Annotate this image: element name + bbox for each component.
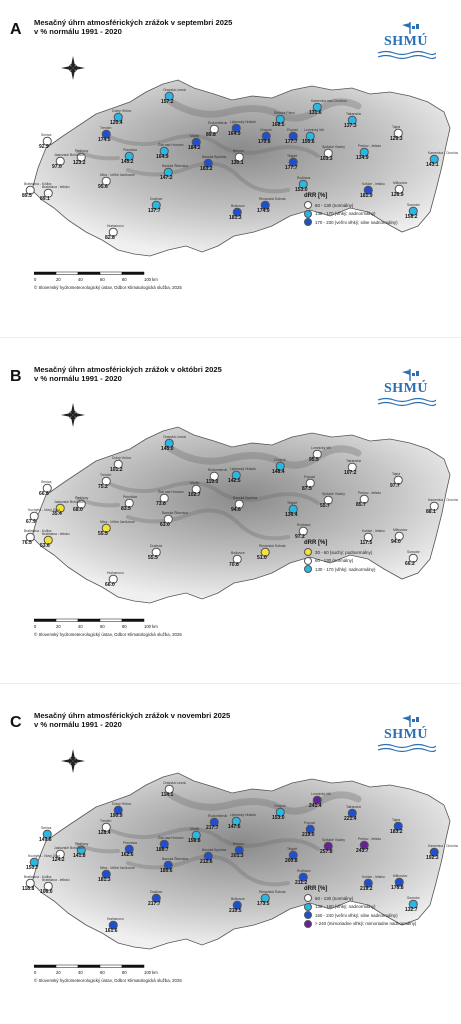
- station-value: 142.5: [228, 478, 241, 484]
- station-value: 70.8: [229, 562, 239, 568]
- station-name: Tatranská: [346, 805, 361, 809]
- scale-label: 20: [56, 970, 61, 975]
- station-name: Milhostov: [393, 181, 408, 185]
- station-value: 145.2: [121, 159, 134, 165]
- station-name: Senica: [41, 826, 52, 830]
- station-value: 134.9: [356, 155, 369, 161]
- station-value: 219.0: [302, 832, 315, 838]
- station-value: 107.2: [344, 470, 357, 476]
- legend-title: dRR [%]: [304, 540, 328, 546]
- scale-label: 60: [100, 624, 105, 629]
- station-value: 87.5: [302, 486, 312, 492]
- station-value: 75.2: [98, 484, 108, 490]
- station-value: 117.5: [360, 540, 373, 546]
- scale-label: 0: [34, 277, 37, 282]
- title-line-1: Mesačný úhrn atmosférických zrážok v novembri 2025: [34, 711, 231, 720]
- station-value: 149.6: [39, 837, 52, 843]
- station-name: Dolný Hričov: [112, 802, 132, 806]
- station-name: Telgárt: [287, 154, 298, 158]
- station-value: 137.3: [344, 123, 357, 129]
- station-name: Liptovský Hrádok: [230, 467, 257, 471]
- station-name: Telgárt: [287, 847, 298, 851]
- station-value: 88.1: [426, 509, 436, 515]
- legend-item: [304, 201, 461, 210]
- station-value: 257.8: [320, 849, 333, 855]
- panel-title: [34, 18, 334, 36]
- station-value: 76.5: [22, 540, 32, 546]
- station-name: Brezno: [233, 842, 244, 846]
- station-name: Nitra - Veľké Janíkovce: [100, 866, 135, 870]
- station-name: Bratislava - Koliba: [24, 529, 52, 533]
- station-value: 185.6: [160, 868, 173, 874]
- station-name: Banská Štiavnica: [162, 857, 189, 861]
- station-name: Poprad: [287, 128, 298, 132]
- station-name: Hurbanovo: [107, 224, 124, 228]
- legend-item: [304, 903, 461, 912]
- station-name: Kamenica - Cirocha: [428, 498, 458, 502]
- station-name: Banská Bystrica: [202, 848, 227, 852]
- station-name: Trenčín: [100, 473, 112, 477]
- station-name: Nitra - Veľké Janíkovce: [100, 520, 135, 524]
- scale-label: 20: [56, 624, 61, 629]
- station-name: Piešťany: [75, 842, 89, 846]
- station-value: 66.0: [105, 582, 115, 588]
- scale-bar: [34, 270, 164, 284]
- station-name: Bratislava - Koliba: [24, 875, 52, 879]
- scale-bar: [34, 617, 164, 631]
- station-name: Prievidza: [123, 148, 137, 152]
- scale-label: 40: [78, 970, 83, 975]
- scale-label: 0: [34, 970, 37, 975]
- station-name: Dudince: [150, 544, 163, 548]
- legend-label: > 240 (mimoriadne vlhký; mimoriadne nadnormálny): [315, 921, 417, 927]
- station-value: 192.3: [426, 855, 439, 861]
- legend-item: [304, 920, 461, 929]
- station-name: Rimavská Sobota: [259, 197, 286, 201]
- station-value: 181.3: [98, 877, 111, 883]
- station-name: Tatranská: [346, 112, 361, 116]
- scale-label: 100 km: [144, 624, 158, 629]
- station-name: Poprad: [304, 475, 315, 479]
- legend-label: 160 - 240 (veľmi vlhký; silne nadnormálny): [315, 912, 398, 918]
- station-name: Jaslovské Bohunice: [54, 153, 84, 157]
- station-name: Trenčín: [100, 126, 112, 130]
- station-name: Lomnický štít: [304, 128, 324, 132]
- station-value: 73.8: [156, 501, 166, 507]
- station-value: 145.0: [161, 446, 174, 452]
- station-value: 89.5: [22, 193, 32, 199]
- scale-label: 80: [122, 277, 127, 282]
- station-value: 164.9: [228, 131, 241, 137]
- station-name: Martin: [190, 481, 200, 485]
- station-name: Prievidza: [123, 841, 137, 845]
- legend-label: 130 - 170 (vlhký; nadnormálny): [315, 566, 376, 572]
- station-name: Žiar nad Hronom: [158, 143, 184, 147]
- station-value: 170.8: [258, 139, 271, 145]
- station-value: 158.2: [405, 214, 418, 220]
- station-value: 181.3: [229, 215, 242, 221]
- station-name: Štrbské Pleso: [274, 111, 295, 115]
- station-name: Kamenica - Cirocha: [428, 151, 458, 155]
- legend: [304, 193, 461, 227]
- logo-text: SHMÚ: [384, 34, 428, 49]
- station-value: 181.9: [360, 193, 373, 199]
- station-value: 67.9: [26, 519, 36, 525]
- station-value: 183.2: [390, 829, 403, 835]
- panel-title: [34, 365, 334, 383]
- station-name: Chopok: [274, 804, 286, 808]
- map-panel-b: [8, 347, 458, 652]
- station-value: 184.2: [188, 145, 201, 151]
- legend-title: dRR [%]: [304, 193, 328, 199]
- station-value: 143.1: [426, 162, 439, 168]
- station-value: 168.5: [272, 122, 285, 128]
- station-value: 153.0: [272, 815, 285, 821]
- station-value: 211.2: [295, 880, 308, 886]
- legend-label: 130 - 160 (vlhký; nadnormálny): [315, 904, 376, 910]
- station-value: 157.2: [161, 99, 174, 105]
- station-value: 82.8: [105, 235, 115, 241]
- legend-item: [304, 210, 461, 219]
- station-value: 173.5: [257, 901, 270, 907]
- station-name: Chopok: [260, 128, 272, 132]
- station-name: Prievidza: [123, 495, 137, 499]
- station-value: 126.9: [391, 192, 404, 198]
- station-value: 63.0: [160, 522, 170, 528]
- station-value: 103.3: [320, 156, 333, 162]
- legend-swatch: [304, 218, 312, 226]
- legend-label: 60 - 130 (normálny): [315, 895, 354, 901]
- station-name: Martin: [190, 134, 200, 138]
- legend-item: [304, 894, 461, 903]
- station-value: 94.6: [231, 507, 241, 513]
- station-value: 147.2: [160, 175, 173, 181]
- credit-text: © Slovenský hydrometeorologický ústav, Odbor Klimatologická služba, 2025: [34, 632, 182, 637]
- station-name: Chopok: [274, 458, 286, 462]
- map-panel-a: [8, 0, 458, 305]
- station-name: Bolkovce: [231, 897, 245, 901]
- station-value: 162.6: [121, 852, 134, 858]
- station-value: 89.8: [206, 132, 216, 138]
- station-name: Oravská Lesná: [163, 781, 186, 785]
- station-name: Dolný Hričov: [112, 109, 132, 113]
- legend-label: 60 - 130 (normálny): [315, 558, 354, 564]
- legend-label: 170 - 230 (veľmi vlhký; silne nadnormálny): [315, 219, 398, 225]
- station-value: 123.2: [73, 160, 86, 166]
- station-name: Žiar nad Hronom: [158, 836, 184, 840]
- station-value: 156.8: [188, 838, 201, 844]
- station-name: Rimavská Sobota: [259, 544, 286, 548]
- station-value: 176.8: [391, 885, 404, 891]
- station-value: 53.6: [40, 543, 50, 549]
- station-name: Senica: [41, 480, 52, 484]
- station-name: Banská Bystrica: [233, 496, 258, 500]
- station-value: 119.0: [206, 479, 219, 485]
- station-name: Košice - letisko: [362, 875, 385, 879]
- legend-swatch: [304, 903, 312, 911]
- station-value: 221.4: [344, 816, 357, 822]
- station-value: 217.7: [148, 901, 161, 907]
- legend-swatch: [304, 565, 312, 573]
- station-name: Jaslovské Bohunice: [54, 500, 84, 504]
- station-value: 210.5: [229, 908, 242, 914]
- station-value: 66.2: [405, 561, 415, 567]
- legend-label: 30 - 60 (suchý; podnormálny): [315, 549, 373, 555]
- station-value: 120.4: [110, 120, 123, 126]
- station-name: Bolkovce: [231, 551, 245, 555]
- station-name: Oravská Lesná: [163, 88, 186, 92]
- station-name: Bratislava - Koliba: [24, 182, 52, 186]
- panel-separator: [0, 683, 461, 684]
- station-name: Liptovský Hrádok: [230, 120, 257, 124]
- station-value: 153.0: [295, 187, 308, 193]
- station-value: 89.1: [40, 196, 50, 202]
- station-value: 129.3: [390, 136, 403, 142]
- station-value: 55.7: [320, 503, 330, 509]
- legend-swatch: [304, 557, 312, 565]
- station-name: Dolný Hričov: [112, 456, 132, 460]
- station-name: Dudince: [150, 197, 163, 201]
- station-value: 97.0: [52, 164, 62, 170]
- legend-swatch: [304, 920, 312, 928]
- station-value: 219.2: [360, 886, 373, 892]
- station-value: 130.1: [231, 160, 244, 166]
- station-value: 137.7: [148, 208, 161, 214]
- scale-label: 40: [78, 624, 83, 629]
- station-name: Rimavská Sobota: [259, 890, 286, 894]
- legend-item: [304, 548, 461, 557]
- station-value: 66.6: [39, 491, 49, 497]
- station-value: 212.6: [200, 859, 213, 865]
- station-name: Kuchyňa - Nový Dvor: [28, 854, 61, 858]
- station-name: Ružomberok: [208, 468, 228, 472]
- legend-title: dRR [%]: [304, 886, 328, 892]
- station-name: Kamenica nad Cirochou: [311, 99, 348, 103]
- legend-label: 130 - 170 (vlhký; nadnormálny): [315, 211, 376, 217]
- station-value: 55.5: [98, 531, 108, 537]
- station-value: 188.7: [156, 847, 169, 853]
- station-value: 174.9: [257, 208, 270, 214]
- station-value: 147.6: [228, 824, 241, 830]
- legend-swatch: [304, 548, 312, 556]
- logo-text: SHMÚ: [384, 727, 428, 742]
- legend-swatch: [304, 911, 312, 919]
- scale-label: 60: [100, 970, 105, 975]
- title-line-1: Mesačný úhrn atmosférických zrážok v októbri 2025: [34, 365, 222, 374]
- station-name: Kamenica - Cirocha: [428, 844, 458, 848]
- station-value: 55.5: [148, 555, 158, 561]
- station-value: 243.7: [356, 848, 369, 854]
- station-name: Bratislava - letisko: [42, 878, 70, 882]
- scale-label: 0: [34, 624, 37, 629]
- station-name: Kuchyňa - Nový Dvor: [28, 508, 61, 512]
- station-value: 95.6: [98, 184, 108, 190]
- station-name: Hurbanovo: [107, 917, 124, 921]
- panel-letter: B: [10, 368, 22, 385]
- title-line-2: v % normálu 1991 - 2020: [34, 374, 122, 383]
- station-value: 217.7: [206, 825, 219, 831]
- station-value: 150.6: [302, 139, 315, 145]
- station-name: Ružomberok: [208, 814, 228, 818]
- station-name: Bratislava - letisko: [42, 532, 70, 536]
- panel-letter: C: [10, 714, 22, 731]
- station-value: 97.7: [390, 483, 400, 489]
- station-name: Tatranská: [346, 459, 361, 463]
- station-name: Piešťany: [75, 149, 89, 153]
- station-value: 124.2: [52, 857, 65, 863]
- legend-item: [304, 218, 461, 227]
- scale-label: 100 km: [144, 970, 158, 975]
- station-name: Bolkovce: [231, 204, 245, 208]
- logo-text: SHMÚ: [384, 381, 428, 396]
- station-value: 200.8: [285, 858, 298, 864]
- station-name: Spišské Vlachy: [322, 838, 345, 842]
- station-name: Košice - letisko: [362, 182, 385, 186]
- station-value: 174.5: [98, 137, 111, 143]
- station-name: Nitra - Veľké Janíkovce: [100, 173, 135, 177]
- station-name: Lomnický štít: [311, 446, 331, 450]
- station-name: Dudince: [150, 890, 163, 894]
- station-value: 95.5: [309, 457, 319, 463]
- station-name: Somotor: [407, 896, 420, 900]
- station-name: Košice - letisko: [362, 529, 385, 533]
- station-value: 83.5: [121, 506, 131, 512]
- station-value: 132.7: [405, 907, 418, 913]
- credit-text: © Slovenský hydrometeorologický ústav, Odbor Klimatologická služba, 2025: [34, 978, 182, 983]
- station-name: Tajná: [392, 472, 401, 476]
- scale-label: 40: [78, 277, 83, 282]
- panel-letter: A: [10, 21, 22, 38]
- scale-label: 100 km: [144, 277, 158, 282]
- station-name: Somotor: [407, 203, 420, 207]
- station-name: Tajná: [392, 125, 401, 129]
- station-value: 241.4: [309, 803, 322, 809]
- station-value: 161.6: [105, 928, 118, 934]
- legend: [304, 540, 461, 574]
- station-value: 177.7: [285, 139, 298, 145]
- station-value: 68.0: [73, 507, 83, 513]
- station-value: 177.7: [285, 165, 298, 171]
- station-value: 94.0: [391, 539, 401, 545]
- station-name: Senica: [41, 133, 52, 137]
- station-value: 118.8: [22, 886, 35, 892]
- station-name: Milhostov: [393, 874, 408, 878]
- station-name: Spišské Vlachy: [322, 492, 345, 496]
- station-value: 102.7: [188, 492, 201, 498]
- station-name: Banská Bystrica: [202, 155, 227, 159]
- station-name: Liptovský Hrádok: [230, 813, 257, 817]
- scale-label: 20: [56, 277, 61, 282]
- station-name: Somotor: [407, 550, 420, 554]
- title-line-2: v % normálu 1991 - 2020: [34, 720, 122, 729]
- station-value: 136.4: [285, 512, 298, 518]
- legend-swatch: [304, 894, 312, 902]
- station-name: Hurbanovo: [107, 571, 124, 575]
- station-value: 131.6: [309, 110, 322, 116]
- station-value: 150.7: [26, 865, 39, 871]
- map-panel-c: [8, 693, 458, 998]
- station-name: Martin: [190, 827, 200, 831]
- station-name: Jaslovské Bohunice: [54, 846, 84, 850]
- legend-item: [304, 565, 461, 574]
- station-name: Telgárt: [287, 501, 298, 505]
- station-value: 148.4: [272, 469, 285, 475]
- station-value: 128.4: [98, 830, 111, 836]
- station-name: Spišské Vlachy: [322, 145, 345, 149]
- station-name: Prešov - letisko: [358, 837, 382, 841]
- station-name: Banská Štiavnica: [162, 164, 189, 168]
- scale-label: 80: [122, 970, 127, 975]
- panel-title: [34, 711, 334, 729]
- station-name: Milhostov: [393, 528, 408, 532]
- station-name: Prešov - letisko: [358, 144, 382, 148]
- station-name: Banská Štiavnica: [162, 511, 189, 515]
- station-name: Brezno: [233, 149, 244, 153]
- station-value: 164.9: [156, 154, 169, 160]
- station-value: 201.3: [231, 853, 244, 859]
- panel-separator: [0, 337, 461, 338]
- station-value: 51.0: [257, 555, 267, 561]
- station-value: 97.2: [295, 534, 305, 540]
- station-value: 106.0: [40, 889, 53, 895]
- station-value: 190.9: [110, 813, 123, 819]
- station-name: Prešov - letisko: [358, 491, 382, 495]
- station-name: Ružomberok: [208, 121, 228, 125]
- station-name: Oravská Lesná: [163, 435, 186, 439]
- station-value: 92.9: [39, 144, 49, 150]
- scale-label: 80: [122, 624, 127, 629]
- station-name: Žiar nad Hronom: [158, 490, 184, 494]
- legend-swatch: [304, 210, 312, 218]
- legend-item: [304, 911, 461, 920]
- legend-label: 60 - 130 (normálny): [315, 202, 354, 208]
- station-value: 183.2: [200, 166, 213, 172]
- station-name: Poprad: [304, 821, 315, 825]
- station-name: Tajná: [392, 818, 401, 822]
- legend-swatch: [304, 201, 312, 209]
- title-line-2: v % normálu 1991 - 2020: [34, 27, 122, 36]
- station-name: Trenčín: [100, 819, 112, 823]
- station-value: 101.2: [110, 467, 123, 473]
- legend-item: [304, 557, 461, 566]
- station-value: 141.8: [73, 853, 86, 859]
- station-value: 35.4: [52, 511, 62, 517]
- station-value: 85.7: [356, 502, 366, 508]
- station-value: 114.1: [161, 792, 174, 798]
- station-name: Rožňava: [297, 523, 311, 527]
- scale-bar: [34, 963, 164, 977]
- credit-text: © Slovenský hydrometeorologický ústav, Odbor Klimatologická služba, 2025: [34, 285, 182, 290]
- scale-label: 60: [100, 277, 105, 282]
- title-line-1: Mesačný úhrn atmosférických zrážok v septembri 2025: [34, 18, 233, 27]
- legend: [304, 886, 461, 928]
- station-name: Rožňava: [297, 869, 311, 873]
- station-name: Lomnický štít: [311, 792, 331, 796]
- station-name: Rožňava: [297, 176, 311, 180]
- station-name: Bratislava - letisko: [42, 185, 70, 189]
- station-name: Piešťany: [75, 496, 89, 500]
